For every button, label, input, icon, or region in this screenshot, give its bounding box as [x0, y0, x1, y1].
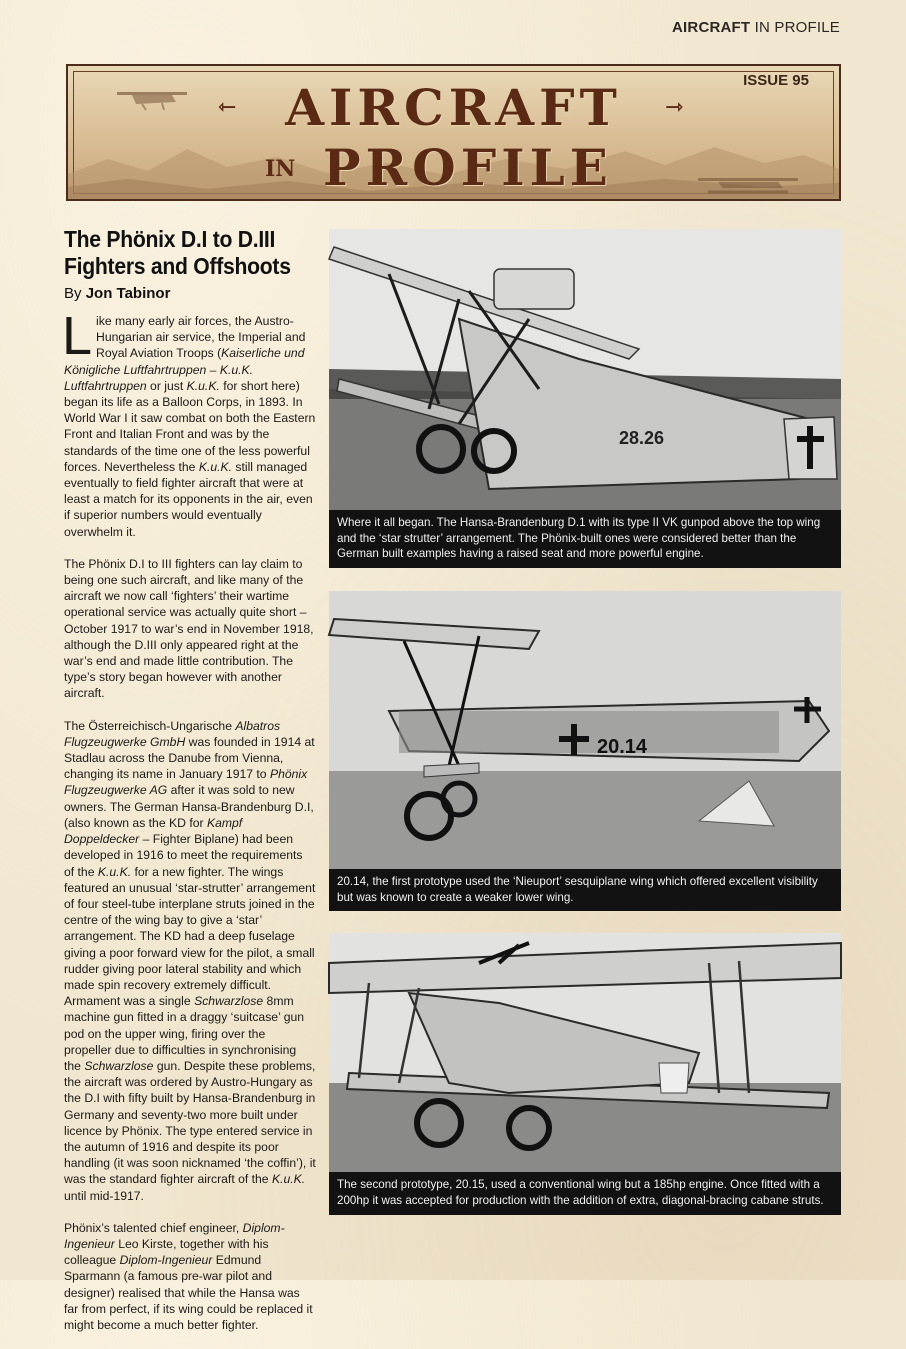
- body-column: [62, 306, 316, 1349]
- byline: [64, 285, 170, 302]
- p1-text-a: ike many early air forces, the Austro-Hungarian air service, the Imperial and Royal Aviation Troops (: [96, 314, 306, 361]
- banner-title-in: IN: [265, 156, 296, 182]
- p3-text-f: 8mm machine gun fitted in a draggy ‘suitcase’ gun pod on the upper wing, firing over the propeller due to difficulties in synchronising the: [64, 994, 305, 1073]
- p3-italic-5: Schwarzlose: [194, 994, 264, 1009]
- p1-text-c: for short here) began its life as a Balloon Corps, in 1893. In World War I it saw combat on both the Eastern Front and Italian Front and was by the standards of the time one of the less powerful forces. Nevertheless the: [64, 378, 316, 474]
- p1-italic-1: Kaiserliche und Königliche Luftfahrtruppen – K.u.K. Luftfahrtruppen: [64, 346, 305, 393]
- photo-prototype-20-15: [329, 933, 841, 1172]
- arrow-left-icon: ⇽: [218, 94, 237, 119]
- caption-1: Where it all began. The Hansa-Brandenburg D.1 with its type II VK gunpod above the top wing and the ‘star strutter’ arrangement. The Phönix-built ones were considered better than the German built examples having a raised seat and more powerful engine.: [329, 510, 841, 568]
- banner-title-line2: PROFILE: [323, 138, 613, 197]
- aircraft-marking-1: 28.26: [619, 428, 665, 448]
- p3-italic-4: K.u.K.: [97, 864, 132, 879]
- p1-italic-3: K.u.K.: [198, 459, 233, 474]
- p4-text-c: Edmund Sparmann (a famous pre-war pilot and designer) realised that while the Hansa was far from perfect, if its wing could be replaced it might become a much better fighter.: [64, 1253, 313, 1332]
- p3-italic-6: Schwarzlose: [84, 1058, 154, 1073]
- arrow-right-icon: ⇾: [665, 94, 684, 119]
- caption-2: 20.14, the first prototype used the ‘Nieuport’ sesquiplane wing which offered excellent visibility but was known to create a weaker lower wing.: [329, 869, 841, 911]
- p3-italic-7: K.u.K.: [271, 1172, 306, 1187]
- p3-italic-1: Albatros Flugzeugwerke GmbH: [64, 718, 281, 749]
- p3-text-h: until mid-1917.: [64, 1188, 144, 1203]
- paragraph-3: [64, 718, 316, 1204]
- aircraft-marking-2: 20.14: [597, 736, 648, 758]
- biplane-photo-1: [329, 229, 841, 510]
- byline-prefix: By: [64, 285, 86, 302]
- banner-seaplane-icon: [688, 160, 808, 196]
- p4-text-a: Phönix’s talented chief engineer,: [64, 1220, 243, 1235]
- masthead-banner: [66, 64, 841, 201]
- p3-italic-3: Kampf Doppeldecker: [64, 815, 243, 847]
- biplane-photo-3: [329, 933, 841, 1172]
- photo-hansa-brandenburg: [329, 229, 841, 510]
- biplane-photo-2: [329, 591, 841, 869]
- paragraph-1: [62, 306, 316, 540]
- paragraph-2: The Phönix D.I to III fighters can lay claim to being one such aircraft, and like many of the aircraft we now call ‘fighters’ their wartime operational service was actually quite short – October 1917 to war’s end in November 1918, although the D.III only appeared right at the war’s end and made little contribution. The type’s story began however with another aircraft.: [64, 556, 314, 701]
- author-name: Jon Tabinor: [85, 285, 171, 302]
- banner-title-line1: AIRCRAFT: [285, 78, 622, 137]
- drop-cap: L: [62, 306, 93, 366]
- p3-text-b: was founded in 1914 at Stadlau across the Danube from Vienna, changing its name in January 1917 to: [64, 734, 315, 782]
- p3-italic-2: Phönix Flugzeugwerke AG: [64, 767, 308, 798]
- running-head: [672, 19, 840, 36]
- p3-text-g: gun. Despite these problems, the aircraft was ordered by Austro-Hungary as the D.I with fifty built by Hansa-Brandenburg in Germany and seventy-two more built under licence by Phönix. The type entered service in the autumn of 1916 and despite its poor handling (it was soon nicknamed ‘the coffin’), it was the standard fighter aircraft of the: [64, 1058, 316, 1187]
- p3-text-e: for a new fighter. The wings featured an unusual ‘star-strutter’ arrangement of four steel-tube interplane struts joined in the centre of the wing bay to give a ‘star’ arrangement. The KD had a deep fuselage giving a poor forward view for the pilot, a small rudder giving poor lateral stability and which made spin recovery extremely difficult. Armament was a single: [64, 864, 316, 1009]
- p4-italic-2: Diplom-Ingenieur: [119, 1253, 213, 1268]
- p3-text-a: The Österreichisch-Ungarische: [64, 718, 236, 733]
- caption-3: The second prototype, 20.15, used a conventional wing but a 185hp engine. Once fitted with a 200hp it was accepted for production with the addition of extra, diagonal-bracing cabane struts.: [329, 1172, 841, 1215]
- running-head-rest: IN PROFILE: [750, 19, 840, 36]
- p3-text-d: – Fighter Biplane) had been developed in 1916 to meet the requirements of the: [64, 832, 303, 879]
- paragraph-4: [64, 1220, 316, 1333]
- p1-italic-2: K.u.K.: [186, 378, 220, 393]
- p3-text-c: after it was sold to new owners. The German Hansa-Brandenburg D.I, (also known as the KD for: [64, 783, 314, 830]
- running-head-bold: AIRCRAFT: [672, 19, 751, 36]
- p1-text-b: or just: [146, 378, 187, 393]
- article-title: The Phönix D.I to D.III Fighters and Offshoots: [64, 226, 291, 279]
- issue-number: ISSUE 95: [743, 72, 809, 89]
- photo-prototype-20-14: [329, 591, 841, 869]
- p1-text-d: still managed eventually to field fighter aircraft that were at least a match for its opponents in the air, even if superior numbers would eventually overwhelm it.: [64, 459, 313, 539]
- p4-italic-1: Diplom-Ingenieur: [64, 1220, 285, 1251]
- p4-text-b: Leo Kirste, together with his colleague: [64, 1236, 269, 1268]
